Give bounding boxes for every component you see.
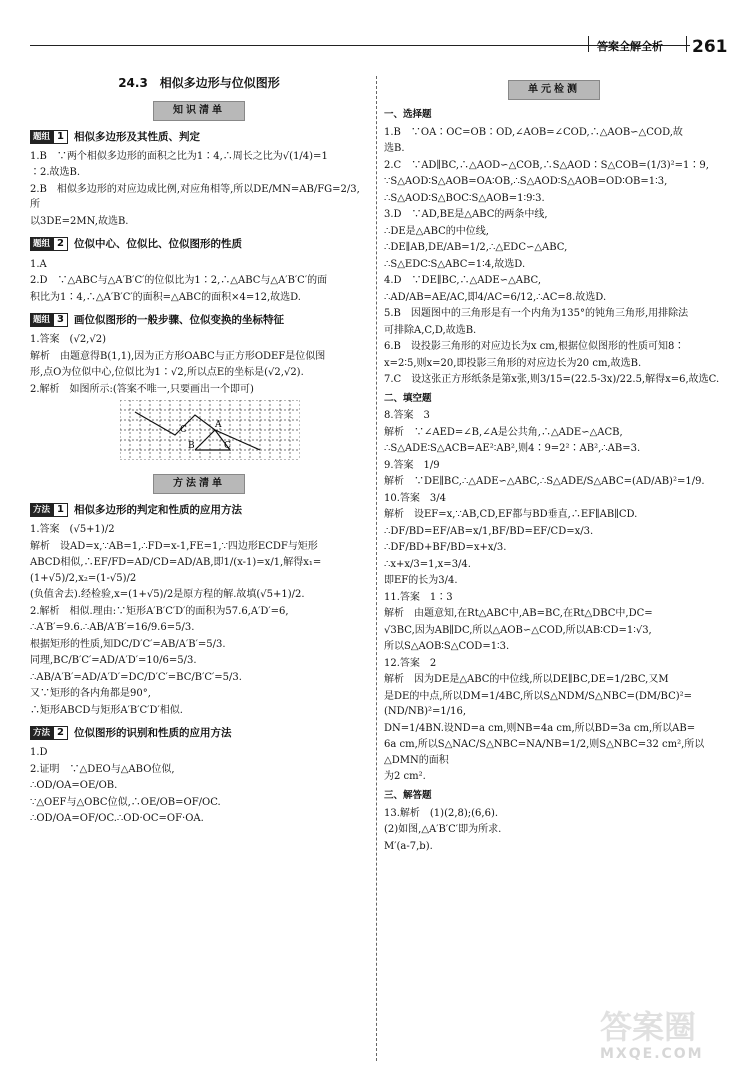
text-line: 1.D [30, 747, 48, 759]
text-line: ∵S△AOD∶S△AOB=OA∶OB,∴S△AOD∶S△AOB=OD∶OB=1∶3, [384, 176, 668, 188]
text-line: ∴DE是△ABC的中位线, [384, 225, 489, 237]
method-number: 2 [53, 726, 68, 740]
text-line: 2.C ∵AD∥BC,∴△AOD∽△COB,∴S△AOD∶S△COB=(1/3)²=1∶9, [384, 159, 709, 171]
text-line: DN=1/4BN.设ND=a cm,则NB=4a cm,所以BD=3a cm,所以AB= [384, 722, 696, 734]
text-line: 所以S△AOB∶S△COD=1∶3. [384, 641, 510, 653]
right-column [384, 76, 724, 855]
method-2-header [30, 725, 368, 741]
text-line: 13.解析 (1)(2,8);(6,6). [384, 807, 499, 819]
text-line: 6.B 设投影三角形的对应边长为x cm,根据位似图形的性质可知8∶ [384, 341, 685, 353]
text-line: 2.D ∵△ABC与△A′B′C′的位似比为1∶2,∴△ABC与△A′B′C′的面 [30, 275, 328, 287]
group-title: 相似多边形及其性质、判定 [73, 130, 200, 143]
text-line: ∴DE∥AB,DE/AB=1/2,∴△EDC∽△ABC, [384, 242, 568, 254]
g1-body [30, 149, 368, 230]
g2-body [30, 257, 368, 306]
watermark-url: MXQE.COM [600, 1046, 704, 1062]
text-line: 形,点O为位似中心,位似比为1∶√2,所以点E的坐标是(√2,√2). [30, 367, 304, 379]
text-line: 为2 cm². [384, 771, 426, 783]
text-line: 可排除A,C,D,故选B. [384, 324, 477, 336]
header-title: 答案全解全析 [597, 40, 663, 53]
group-3-header [30, 312, 368, 328]
text-line: 解析 由题意知,在Rt△ABC中,AB=BC,在Rt△DBC中,DC= [384, 608, 653, 620]
banner-knowledge: 知识清单 [153, 101, 245, 121]
text-line: ∶2.故选B. [30, 167, 81, 179]
watermark-text: 答案圈 [600, 1008, 697, 1046]
m1-body [30, 522, 368, 718]
text-line: 2.证明 ∵△DEO与△ABO位似, [30, 763, 175, 775]
method-1-header [30, 502, 368, 518]
text-line: 即EF的长为3/4. [384, 575, 458, 587]
text-line: 解析 设EF=x,∵AB,CD,EF都与BD垂直,∴EF∥AB∥CD. [384, 509, 638, 521]
text-line: ∴A′B′=9.6.∴AB/A′B′=16/9.6=5/3. [30, 622, 195, 634]
text-line: 12.答案 2 [384, 657, 437, 669]
text-line: 解析 因为DE是△ABC的中位线,所以DE∥BC,DE=1/2BC,又M [384, 674, 669, 686]
text-line: 9.答案 1/9 [384, 459, 440, 471]
text-line: 解析 设AD=x,∵AB=1,∴FD=x-1,FE=1,∵四边形ECDF与矩形 [30, 540, 318, 552]
group-2-header [30, 236, 368, 252]
column-divider [376, 76, 377, 1061]
text-line: ∴矩形ABCD与矩形A′B′C′D′相似. [30, 704, 183, 716]
text-line: (负值舍去).经检验,x=(1+√5)/2是原方程的解.故填(√5+1)/2. [30, 589, 305, 601]
text-line: ∴OD/OA=OF/OC.∴OD·OC=OF·OA. [30, 813, 204, 825]
figure-label: A [215, 420, 222, 431]
text-line: 解析 ∵∠AED=∠B,∠A是公共角,∴△ADE∽△ACB, [384, 426, 623, 438]
method-tag: 方法 [30, 503, 53, 517]
text-line: 4.D ∵DE∥BC,∴△ADE∽△ABC, [384, 275, 542, 287]
text-line: (2)如图,△A′B′C′即为所求. [384, 824, 502, 836]
section-choice: 一、选择题 [384, 109, 432, 120]
text-line: 以3DE=2MN,故选B. [30, 215, 129, 227]
header-separator [686, 36, 687, 52]
page-number: 261 [692, 37, 728, 57]
section-answer: 三、解答题 [384, 789, 432, 801]
group-tag: 题组 [30, 237, 53, 251]
text-line: 解析 由题意得B(1,1),因为正方形OABC与正方形ODEF是位似图 [30, 350, 326, 362]
text-line: 又∵矩形的各内角都是90°, [30, 688, 151, 700]
s3-body [384, 806, 724, 855]
text-line: ABCD相似,∴EF/FD=AD/CD=AD/AB,即1/(x-1)=x/1,解得x₁=(1+√5)/2,x₂=(1-√5)/2 [30, 557, 322, 584]
text-line: 6a cm,所以S△NAC/S△NBC=NA/NB=1/2,则S△NBC=32 cm²,所以△DMN的面积 [384, 739, 705, 766]
text-line: 1.答案 (√2,√2) [30, 334, 106, 346]
text-line: 同理,BC/B′C′=AD/A′D′=10/6=5/3. [30, 655, 197, 667]
text-line: 8.答案 3 [384, 410, 430, 422]
text-line: ∴S△EDC∶S△ABC=1∶4,故选D. [384, 258, 526, 270]
text-line: 2.B 相似多边形的对应边成比例,对应角相等,所以DE/MN=AB/FG=2/3,所 [30, 183, 360, 211]
section-fill: 二、填空题 [384, 392, 432, 404]
text-line: ∴S△ADE∶S△ACB=AE²∶AB²,则4∶9=2²∶AB²,∴AB=3. [384, 443, 641, 455]
banner-method: 方法清单 [153, 474, 245, 494]
group-tag: 题组 [30, 313, 53, 327]
text-line: 2.解析 相似.理由:∵矩形A′B′C′D′的面积为57.6,A′D′=6, [30, 605, 289, 617]
text-line: 1.A [30, 258, 47, 270]
text-line: ∴AB/A′B′=AD/A′D′=DC/D′C′=BC/B′C′=5/3. [30, 671, 242, 683]
figure-label: B [188, 441, 195, 452]
text-line: ∴OD/OA=OE/OB. [30, 780, 118, 792]
text-line: M′(a-7,b). [384, 840, 433, 852]
method-title: 相似多边形的判定和性质的应用方法 [73, 503, 242, 516]
section-title: 24.3 相似多边形与位似图形 [118, 76, 280, 90]
text-line: 2.解析 如图所示:(答案不唯一,只要画出一个即可) [30, 383, 254, 395]
text-line: ∴S△AOD∶S△BOC∶S△AOB=1∶9∶3. [384, 192, 545, 204]
group-number: 3 [53, 313, 68, 327]
text-line: 积比为1∶4,∴△A′B′C′的面积=△ABC的面积×4=12,故选D. [30, 291, 301, 303]
left-column [30, 70, 368, 828]
text-line: 根据矩形的性质,知DC/D′C′=AB/A′B′=5/3. [30, 638, 226, 650]
text-line: 解析 ∵DE∥BC,∴△ADE∽△ABC,∴S△ADE/S△ABC=(AD/AB)²=1/9. [384, 476, 705, 488]
text-line: ∴DF/BD+BF/BD=x+x/3. [384, 542, 507, 554]
banner-unit-test: 单元检测 [508, 80, 600, 100]
text-line: 10.答案 3/4 [384, 492, 446, 504]
s1-body [384, 125, 724, 388]
method-tag: 方法 [30, 726, 53, 740]
text-line: ∵△OEF与△OBC位似,∴OE/OB=OF/OC. [30, 796, 221, 808]
group-number: 2 [53, 237, 68, 251]
text-line: 1.答案 (√5+1)/2 [30, 524, 115, 536]
group-1-header [30, 129, 368, 145]
text-line: 11.答案 1∶3 [384, 591, 453, 603]
watermark-logo [600, 1010, 730, 1065]
group-tag: 题组 [30, 130, 53, 144]
text-line: ∴AD/AB=AE/AC,即4/AC=6/12,∴AC=8.故选D. [384, 291, 607, 303]
s2-body [384, 408, 724, 785]
text-line: ∴x+x/3=1,x=3/4. [384, 558, 471, 570]
text-line: 7.C 设这张正方形纸条是第x张,则3/15=(22.5-3x)/22.5,解得x=6,故选C. [384, 374, 720, 386]
figure-label: C [180, 425, 187, 436]
m2-body [30, 745, 368, 827]
group-number: 1 [53, 130, 68, 144]
header-rule [30, 45, 690, 46]
text-line: x=2∶5,则x=20,即投影三角形的对应边长为20 cm,故选B. [384, 357, 642, 369]
text-line: 5.B 因题图中的三角形是有一个内角为135°的钝角三角形,用排除法 [384, 308, 689, 320]
text-line: ∴DF/BD=EF/AB=x/1,BF/BD=EF/CD=x/3. [384, 525, 594, 537]
method-title: 位似图形的识别和性质的应用方法 [73, 727, 232, 740]
text-line: 1.B ∵OA∶OC=OB∶OD,∠AOB=∠COD,∴△AOB∽△COD,故 [384, 126, 683, 138]
group-title: 画位似图形的一般步骤、位似变换的坐标特征 [73, 314, 284, 327]
text-line: 3.D ∵AD,BE是△ABC的两条中线, [384, 209, 548, 221]
text-line: 是DE的中点,所以DM=1/4BC,所以S△NDM/S△NBC=(DM/BC)²=(ND/NB)²=1/16, [384, 690, 693, 718]
grid-figure [120, 400, 300, 460]
method-number: 1 [53, 503, 68, 517]
g3-body [30, 332, 368, 397]
figure-label: C [224, 441, 231, 452]
text-line: √3BC,因为AB∥DC,所以△AOB∽△COD,所以AB∶CD=1∶√3, [384, 624, 652, 636]
header-separator [588, 36, 589, 52]
group-title: 位似中心、位似比、位似图形的性质 [73, 238, 242, 251]
text-line: 选B. [384, 143, 405, 155]
text-line: 1.B ∵两个相似多边形的面积之比为1∶4,∴周长之比为√(1/4)=1 [30, 150, 328, 162]
